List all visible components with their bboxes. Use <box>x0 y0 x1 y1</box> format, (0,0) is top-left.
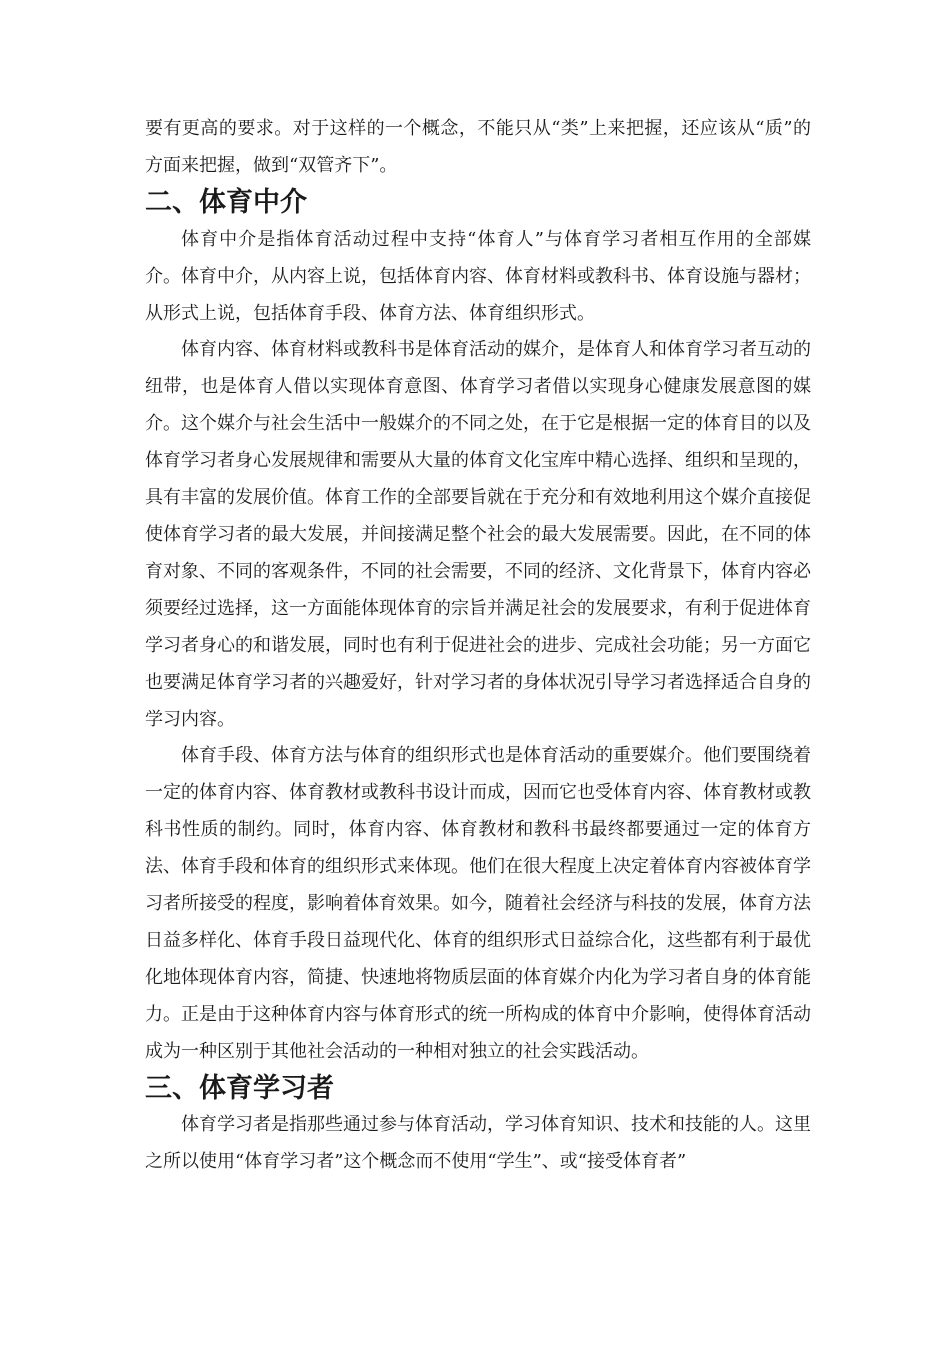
section-heading-intermediary: 二、体育中介 <box>145 186 307 218</box>
paragraph: 体育中介是指体育活动过程中支持“体育人”与体育学习者相互作用的全部媒介。体育中介，从内容上说，包括体育内容、体育材料或教科书、体育设施与器材；从形式上说，包括体育手段、体育方法、体育组织形式。 <box>145 228 811 324</box>
paragraph: 体育手段、体育方法与体育的组织形式也是体育活动的重要媒介。他们要围绕着一定的体育内容、体育教材或教科书设计而成，因而它也受体育内容、体育教材或教科书性质的制约。同时，体育内容、体育教材和教科书最终都要通过一定的体育方法、体育手段和体育的组织形式来体现。他们在很大程度上决定着体育内容被体育学习者所接受的程度，影响着体育效果。如今，随着社会经济与科技的发展，体育方法日益多样化、体育手段日益现代化、体育的组织形式日益综合化，这些都有利于最优化地体现体育内容，简捷、快速地将物质层面的体育媒介内化为学习者自身的体育能力。正是由于这种体育内容与体育形式的统一所构成的体育中介影响，使得体育活动成为一种区别于其他社会活动的一种相对独立的社会实践活动。 <box>145 745 811 1062</box>
continuation-paragraph: 要有更高的要求。对于这样的一个概念，不能只从“类”上来把握，还应该从“质”的方面来把握，做到“双管齐下”。 <box>145 118 811 176</box>
document-page <box>145 111 811 1181</box>
paragraph: 体育内容、体育材料或教科书是体育活动的媒介，是体育人和体育学习者互动的纽带，也是体育人借以实现体育意图、体育学习者借以实现身心健康发展意图的媒介。这个媒介与社会生活中一般媒介的不同之处，在于它是根据一定的体育目的以及体育学习者身心发展规律和需要从大量的体育文化宝库中精心选择、组织和呈现的，具有丰富的发展价值。体育工作的全部要旨就在于充分和有效地利用这个媒介直接促使体育学习者的最大发展，并间接满足整个社会的最大发展需要。因此，在不同的体育对象、不同的客观条件，不同的社会需要，不同的经济、文化背景下，体育内容必须要经过选择，这一方面能体现体育的宗旨并满足社会的发展要求，有利于促进体育学习者身心的和谐发展，同时也有利于促进社会的进步、完成社会功能；另一方面它也要满足体育学习者的兴趣爱好，针对学习者的身体状况引导学习者选择适合自身的学习内容。 <box>145 339 811 730</box>
section-heading-learner: 三、体育学习者 <box>145 1072 334 1104</box>
paragraph: 体育学习者是指那些通过参与体育活动，学习体育知识、技术和技能的人。这里之所以使用“体育学习者”这个概念而不使用“学生”、或“接受体育者” <box>145 1114 811 1173</box>
